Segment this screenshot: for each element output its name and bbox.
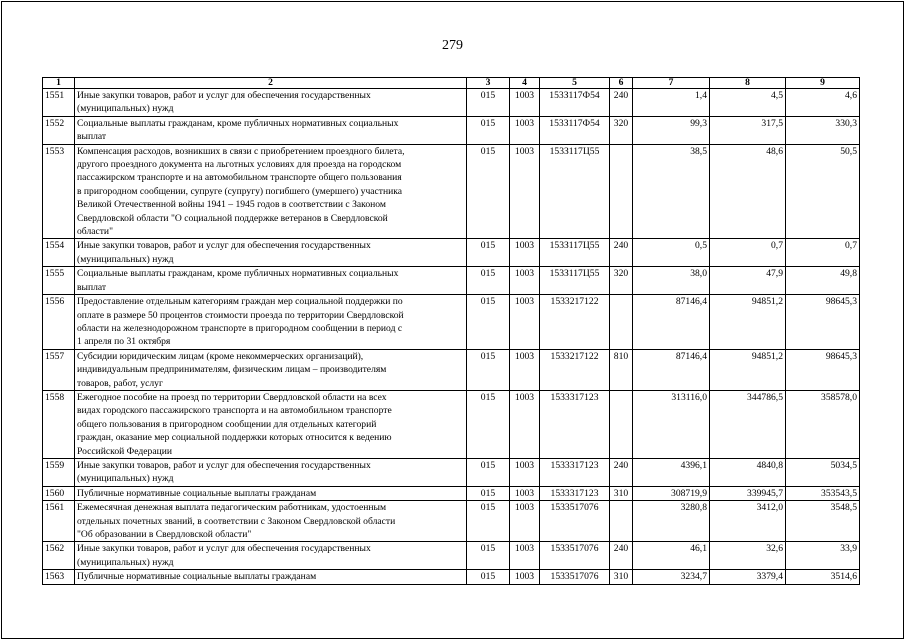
amount-year-3: 98645,3 — [786, 349, 860, 390]
section-code: 1003 — [510, 239, 540, 267]
ministry-code: 015 — [467, 390, 510, 458]
row-name — [75, 501, 467, 542]
section-code: 1003 — [510, 144, 540, 239]
row-name-line: индивидуальным предпринимателям, физическим лицам – производителям — [77, 364, 387, 376]
row-name-line: товаров, работ, услуг — [77, 377, 163, 389]
amount-year-3: 50,5 — [786, 144, 860, 239]
amount-year-1: 99,3 — [633, 116, 710, 144]
section-code: 1003 — [510, 542, 540, 570]
section-code: 1003 — [510, 267, 540, 295]
row-name — [75, 570, 467, 584]
column-header: 7 — [633, 78, 710, 89]
row-name-line: Публичные нормативные социальные выплаты гражданам — [77, 571, 317, 583]
expense-type-code — [610, 295, 633, 350]
target-article-code: 153З117Ф54 — [540, 116, 610, 144]
row-name-line: Великой Отечественной войны 1941 – 1945 годов в соответствии с Законом — [77, 199, 386, 211]
amount-year-1: 1,4 — [633, 89, 710, 117]
target-article-code: 153З117Ц55 — [540, 267, 610, 295]
amount-year-1: 38,5 — [633, 144, 710, 239]
row-name-line: Российской Федерации — [77, 445, 172, 457]
amount-year-3: 0,7 — [786, 239, 860, 267]
row-name — [75, 390, 467, 458]
amount-year-2: 4,5 — [710, 89, 786, 117]
row-name-line: оплате в размере 50 процентов стоимости проезда по территории Свердловской — [77, 309, 404, 321]
expense-type-code: 810 — [610, 349, 633, 390]
amount-year-1: 87146,4 — [633, 349, 710, 390]
column-header: 6 — [610, 78, 633, 89]
row-number: 1563 — [43, 570, 75, 584]
amount-year-2: 0,7 — [710, 239, 786, 267]
amount-year-3: 3514,6 — [786, 570, 860, 584]
row-name — [75, 295, 467, 350]
amount-year-1: 4396,1 — [633, 458, 710, 486]
amount-year-3: 4,6 — [786, 89, 860, 117]
column-header: 4 — [510, 78, 540, 89]
amount-year-2: 3379,4 — [710, 570, 786, 584]
row-name-line: Социальные выплаты гражданам, кроме публичных нормативных социальных — [77, 268, 399, 280]
row-name-line: другого проездного документа на льготных условиях для проезда на городском — [77, 159, 402, 171]
row-name-line: выплат — [77, 281, 107, 293]
row-number: 1552 — [43, 116, 75, 144]
row-name-line: Предоставление отдельным категориям граждан мер социальной поддержки по — [77, 296, 403, 308]
ministry-code: 015 — [467, 89, 510, 117]
table-row — [43, 349, 860, 390]
section-code: 1003 — [510, 570, 540, 584]
row-name — [75, 116, 467, 144]
row-name-line: Субсидии юридическим лицам (кроме некоммерческих организаций), — [77, 350, 364, 362]
amount-year-3: 33,9 — [786, 542, 860, 570]
target-article-code: 153З117Ц55 — [540, 144, 610, 239]
amount-year-2: 47,9 — [710, 267, 786, 295]
expense-type-code: 310 — [610, 486, 633, 500]
column-header: 3 — [467, 78, 510, 89]
amount-year-1: 313116,0 — [633, 390, 710, 458]
row-name-line: "Об образовании в Свердловской области" — [77, 529, 252, 540]
row-name-line: (муниципальных) нужд — [77, 253, 174, 265]
row-name-line: 1 апреля по 31 октября — [77, 336, 171, 348]
row-number: 1561 — [43, 501, 75, 542]
expense-type-code: 240 — [610, 458, 633, 486]
row-number: 1558 — [43, 390, 75, 458]
amount-year-2: 4840,8 — [710, 458, 786, 486]
row-number: 1553 — [43, 144, 75, 239]
row-name — [75, 239, 467, 267]
ministry-code: 015 — [467, 267, 510, 295]
section-code: 1003 — [510, 486, 540, 500]
amount-year-3: 5034,5 — [786, 458, 860, 486]
row-number: 1559 — [43, 458, 75, 486]
ministry-code: 015 — [467, 501, 510, 542]
section-code: 1003 — [510, 116, 540, 144]
row-name-line: области на железнодорожном транспорте в пригородном сообщении в период с — [77, 322, 403, 334]
amount-year-2: 344786,5 — [710, 390, 786, 458]
table-header-row — [43, 78, 860, 89]
table-row — [43, 570, 860, 584]
table-row — [43, 116, 860, 144]
row-name-line: общего пользования в пригородном сообщении для отдельных категорий — [77, 418, 377, 430]
amount-year-3: 358578,0 — [786, 390, 860, 458]
column-header: 5 — [540, 78, 610, 89]
row-name-line: Ежегодное пособие на проезд по территории Свердловской области на всех — [77, 391, 387, 403]
row-name-line: (муниципальных) нужд — [77, 556, 174, 568]
amount-year-2: 94851,2 — [710, 295, 786, 350]
ministry-code: 015 — [467, 239, 510, 267]
row-name-line: Иные закупки товаров, работ и услуг для обеспечения государственных — [77, 90, 371, 101]
target-article-code: 1533517076 — [540, 501, 610, 542]
target-article-code: 153З117Ф54 — [540, 89, 610, 117]
amount-year-1: 3280,8 — [633, 501, 710, 542]
table-row — [43, 458, 860, 486]
ministry-code: 015 — [467, 116, 510, 144]
amount-year-3: 49,8 — [786, 267, 860, 295]
row-name — [75, 144, 467, 239]
column-header: 9 — [786, 78, 860, 89]
amount-year-1: 46,1 — [633, 542, 710, 570]
table-row — [43, 486, 860, 500]
row-name-line: в пригородном сообщении, супруге (супругу) погибшего (умершего) участника — [77, 185, 403, 197]
page-number: 279 — [442, 38, 463, 53]
section-code: 1003 — [510, 349, 540, 390]
expense-type-code — [610, 144, 633, 239]
amount-year-2: 3412,0 — [710, 501, 786, 542]
row-name-line: Компенсация расходов, возникших в связи с приобретением проездного билета, — [77, 145, 405, 157]
row-number: 1554 — [43, 239, 75, 267]
row-name-line: пассажирском транспорте и на автомобильном транспорте общего пользования — [77, 172, 402, 184]
expense-type-code: 240 — [610, 542, 633, 570]
amount-year-1: 3234,7 — [633, 570, 710, 584]
column-header: 1 — [43, 78, 75, 89]
ministry-code: 015 — [467, 486, 510, 500]
row-name — [75, 458, 467, 486]
target-article-code: 1533217122 — [540, 349, 610, 390]
table-row — [43, 501, 860, 542]
amount-year-3: 353543,5 — [786, 486, 860, 500]
row-name-line: (муниципальных) нужд — [77, 103, 174, 115]
target-article-code: 1533517076 — [540, 570, 610, 584]
section-code: 1003 — [510, 501, 540, 542]
row-name-line: Публичные нормативные социальные выплаты гражданам — [77, 487, 317, 499]
ministry-code: 015 — [467, 144, 510, 239]
amount-year-1: 308719,9 — [633, 486, 710, 500]
section-code: 1003 — [510, 458, 540, 486]
row-number: 1557 — [43, 349, 75, 390]
target-article-code: 1533317123 — [540, 486, 610, 500]
target-article-code: 1533317123 — [540, 458, 610, 486]
row-name-line: Иные закупки товаров, работ и услуг для обеспечения государственных — [77, 240, 371, 252]
row-name-line: Ежемесячная денежная выплата педагогическим работникам, удостоенным — [77, 502, 387, 514]
amount-year-2: 317,5 — [710, 116, 786, 144]
row-name-line: выплат — [77, 131, 107, 143]
ministry-code: 015 — [467, 542, 510, 570]
amount-year-1: 87146,4 — [633, 295, 710, 350]
amount-year-3: 98645,3 — [786, 295, 860, 350]
row-name — [75, 349, 467, 390]
row-number: 1556 — [43, 295, 75, 350]
amount-year-1: 0,5 — [633, 239, 710, 267]
target-article-code: 1533217122 — [540, 295, 610, 350]
target-article-code: 153З117Ц55 — [540, 239, 610, 267]
expense-type-code: 320 — [610, 267, 633, 295]
amount-year-2: 48,6 — [710, 144, 786, 239]
budget-table — [42, 77, 860, 585]
table-row — [43, 267, 860, 295]
amount-year-3: 3548,5 — [786, 501, 860, 542]
row-number: 1560 — [43, 486, 75, 500]
ministry-code: 015 — [467, 570, 510, 584]
table-row — [43, 89, 860, 117]
expense-type-code — [610, 390, 633, 458]
row-name — [75, 267, 467, 295]
row-name-line: (муниципальных) нужд — [77, 473, 174, 485]
row-name-line: граждан, оказание мер социальной поддержки которых относится к ведению — [77, 432, 392, 444]
row-name — [75, 89, 467, 117]
row-number: 1551 — [43, 89, 75, 117]
column-header: 2 — [75, 78, 467, 89]
expense-type-code — [610, 501, 633, 542]
row-name-line: Иные закупки товаров, работ и услуг для обеспечения государственных — [77, 459, 371, 471]
amount-year-3: 330,3 — [786, 116, 860, 144]
expense-type-code: 310 — [610, 570, 633, 584]
table-row — [43, 390, 860, 458]
section-code: 1003 — [510, 295, 540, 350]
table-body — [43, 89, 860, 585]
amount-year-2: 94851,2 — [710, 349, 786, 390]
amount-year-2: 32,6 — [710, 542, 786, 570]
table-row — [43, 295, 860, 350]
row-name-line: отдельных почетных званий, в соответствии с Законом Свердловской области — [77, 515, 396, 527]
row-name — [75, 486, 467, 500]
section-code: 1003 — [510, 89, 540, 117]
amount-year-1: 38,0 — [633, 267, 710, 295]
target-article-code: 1533517076 — [540, 542, 610, 570]
row-name-line: видах городского пассажирского транспорта и на автомобильном транспорте — [77, 405, 392, 417]
table-row — [43, 239, 860, 267]
amount-year-2: 339945,7 — [710, 486, 786, 500]
ministry-code: 015 — [467, 295, 510, 350]
column-header: 8 — [710, 78, 786, 89]
expense-type-code: 240 — [610, 89, 633, 117]
ministry-code: 015 — [467, 349, 510, 390]
row-name-line: Социальные выплаты гражданам, кроме публичных нормативных социальных — [77, 117, 399, 129]
row-name-line: области" — [77, 226, 113, 238]
row-name — [75, 542, 467, 570]
row-number: 1555 — [43, 267, 75, 295]
row-name-line: Свердловской области "О социальной поддержке ветеранов в Свердловской — [77, 212, 388, 224]
expense-type-code: 240 — [610, 239, 633, 267]
expense-type-code: 320 — [610, 116, 633, 144]
row-number: 1562 — [43, 542, 75, 570]
ministry-code: 015 — [467, 458, 510, 486]
row-name-line: Иные закупки товаров, работ и услуг для обеспечения государственных — [77, 543, 371, 555]
section-code: 1003 — [510, 390, 540, 458]
table-row — [43, 542, 860, 570]
table-row — [43, 144, 860, 239]
target-article-code: 1533317123 — [540, 390, 610, 458]
